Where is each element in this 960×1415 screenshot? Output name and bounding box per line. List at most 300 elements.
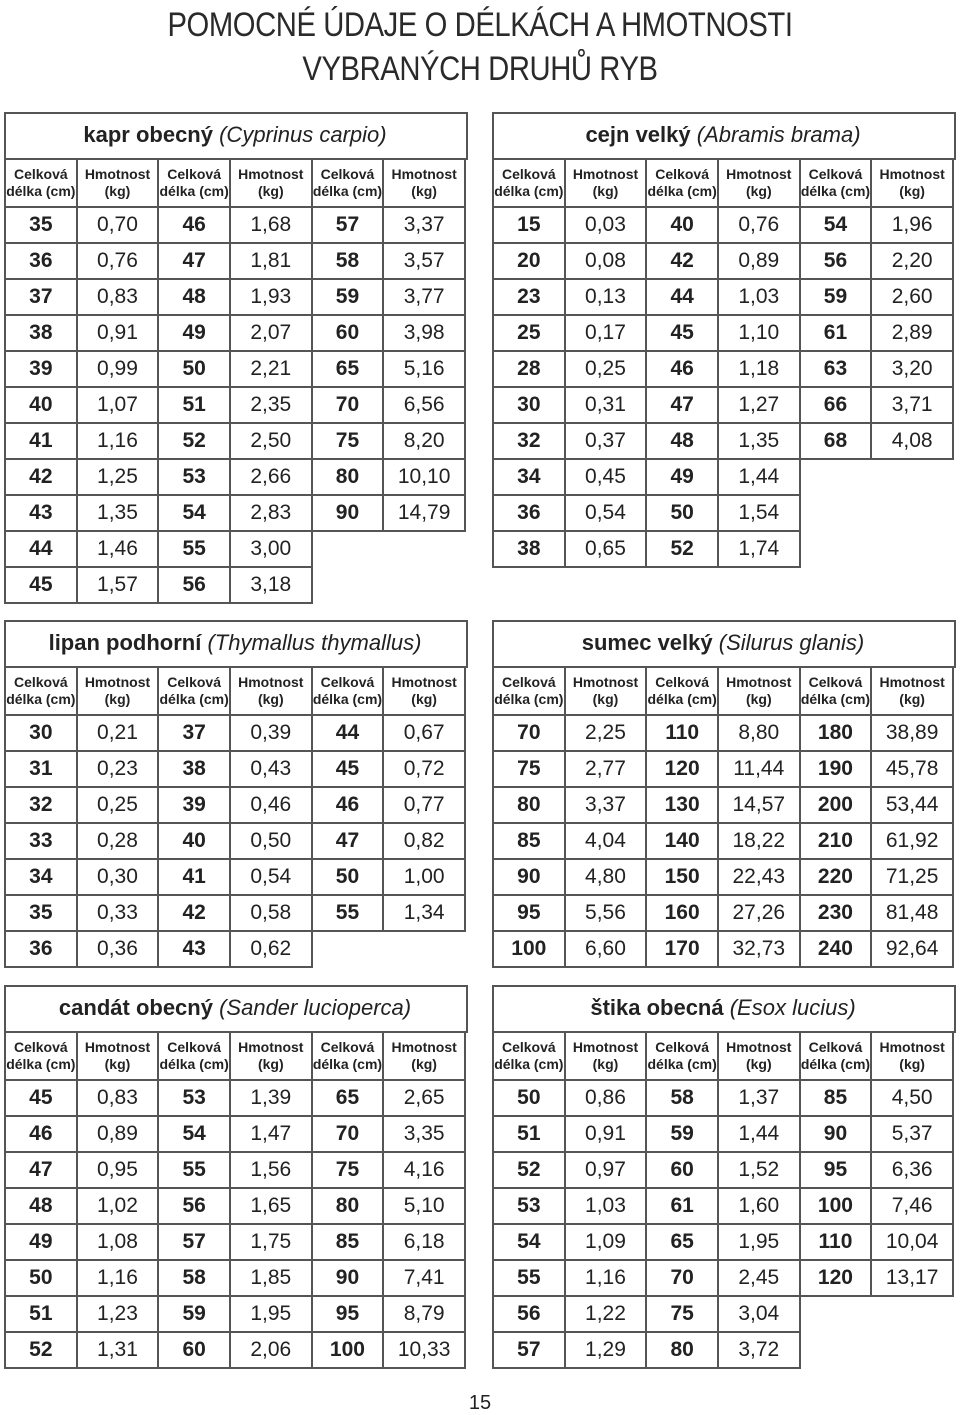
header-line: Hmotnost (879, 674, 945, 690)
length-cell: 58 (646, 1080, 718, 1116)
header-length (493, 159, 565, 207)
table-row (5, 859, 465, 895)
table-row (493, 387, 953, 423)
table-row (5, 1188, 465, 1224)
length-cell: 61 (646, 1188, 718, 1224)
mass-cell: 1,27 (718, 387, 800, 423)
mass-cell: 0,76 (718, 207, 800, 243)
length-cell: 45 (312, 751, 384, 787)
mass-cell: 0,86 (565, 1080, 647, 1116)
length-cell: 55 (312, 895, 384, 931)
mass-cell: 3,72 (718, 1332, 800, 1368)
header-line: Celková (655, 674, 709, 690)
mass-cell: 2,65 (383, 1080, 465, 1116)
header-length (312, 1032, 384, 1080)
length-cell: 140 (646, 823, 718, 859)
header-line: délka (cm) (159, 1056, 229, 1072)
header-line: Celková (320, 1039, 375, 1055)
empty-cell (312, 531, 384, 567)
length-cell: 100 (800, 1188, 872, 1224)
mass-cell: 0,43 (230, 751, 312, 787)
length-cell: 50 (312, 859, 384, 895)
mass-cell: 2,66 (230, 459, 312, 495)
length-cell: 47 (5, 1152, 77, 1188)
length-cell: 59 (646, 1116, 718, 1152)
length-cell: 35 (5, 895, 77, 931)
mass-cell: 1,10 (718, 315, 800, 351)
length-cell: 46 (312, 787, 384, 823)
empty-cell (871, 1296, 953, 1332)
length-cell: 15 (493, 207, 565, 243)
mass-cell: 2,25 (565, 715, 647, 751)
length-cell: 28 (493, 351, 565, 387)
header-length (158, 1032, 230, 1080)
mass-cell: 27,26 (718, 895, 800, 931)
header-line: Celková (808, 674, 863, 690)
title-frame (492, 620, 956, 668)
table-row (493, 895, 953, 931)
mass-cell: 1,65 (230, 1188, 312, 1224)
header-length (158, 667, 230, 715)
mass-cell: 0,31 (565, 387, 647, 423)
length-cell: 90 (312, 1260, 384, 1296)
length-cell: 39 (5, 351, 77, 387)
header-line: Celková (501, 1039, 556, 1055)
mass-cell: 5,10 (383, 1188, 465, 1224)
header-line: (kg) (411, 183, 437, 199)
mass-cell: 1,37 (718, 1080, 800, 1116)
header-line: (kg) (257, 1056, 284, 1072)
length-cell: 36 (5, 243, 77, 279)
header-mass (718, 159, 800, 207)
length-cell: 85 (312, 1224, 384, 1260)
mass-cell: 0,89 (77, 1116, 159, 1152)
mass-cell: 0,13 (565, 279, 647, 315)
table-row (493, 315, 953, 351)
mass-cell: 1,07 (77, 387, 159, 423)
length-cell: 45 (646, 315, 718, 351)
header-line: délka (cm) (494, 183, 564, 199)
length-cell: 75 (312, 1152, 384, 1188)
length-cell: 46 (5, 1116, 77, 1152)
header-line: délka (cm) (647, 1056, 717, 1072)
mass-cell: 1,68 (230, 207, 312, 243)
table-row (493, 1260, 953, 1296)
header-mass (230, 667, 312, 715)
length-cell: 75 (646, 1296, 718, 1332)
length-cell: 37 (158, 715, 230, 751)
header-length (312, 667, 384, 715)
length-cell: 68 (800, 423, 872, 459)
mass-cell: 2,77 (565, 751, 647, 787)
mass-cell: 2,83 (230, 495, 312, 531)
header-line: Celková (501, 674, 556, 690)
length-cell: 70 (493, 715, 565, 751)
mass-cell: 0,33 (77, 895, 159, 931)
length-cell: 70 (646, 1260, 718, 1296)
species-latin-name: (Abramis brama) (696, 122, 861, 147)
length-cell: 38 (5, 315, 77, 351)
mass-cell: 6,60 (565, 931, 647, 967)
length-cell: 32 (493, 423, 565, 459)
header-length (493, 1032, 565, 1080)
length-cell: 44 (646, 279, 718, 315)
data-table (492, 666, 954, 968)
mass-cell: 0,77 (383, 787, 465, 823)
length-cell: 59 (158, 1296, 230, 1332)
length-cell: 45 (5, 567, 77, 603)
mass-cell: 0,08 (565, 243, 647, 279)
species-latin-name: (Silurus glanis) (718, 630, 865, 655)
table-row (5, 531, 465, 567)
mass-cell: 10,04 (871, 1224, 953, 1260)
mass-cell: 0,89 (718, 243, 800, 279)
table-row (493, 279, 953, 315)
species-name: candát obecný (58, 995, 213, 1020)
length-cell: 56 (493, 1296, 565, 1332)
mass-cell: 6,36 (871, 1152, 953, 1188)
length-cell: 59 (312, 279, 384, 315)
data-table (4, 666, 466, 968)
header-mass (383, 159, 465, 207)
header-line: Hmotnost (726, 166, 792, 182)
header-line: Hmotnost (726, 674, 792, 690)
length-cell: 46 (158, 207, 230, 243)
table-row (5, 751, 465, 787)
header-line: (kg) (592, 183, 619, 199)
header-line: délka (cm) (159, 691, 229, 707)
length-cell: 170 (646, 931, 718, 967)
length-cell: 52 (493, 1152, 565, 1188)
empty-cell (383, 531, 465, 567)
length-cell: 50 (5, 1260, 77, 1296)
length-cell: 48 (5, 1188, 77, 1224)
table-row (493, 459, 953, 495)
length-cell: 160 (646, 895, 718, 931)
length-cell: 90 (493, 859, 565, 895)
mass-cell: 6,56 (383, 387, 465, 423)
mass-cell: 1,47 (230, 1116, 312, 1152)
mass-cell: 1,85 (230, 1260, 312, 1296)
length-cell: 57 (493, 1332, 565, 1368)
header-line: Hmotnost (238, 1039, 304, 1055)
table-row (5, 1260, 465, 1296)
mass-cell: 0,83 (77, 279, 159, 315)
length-cell: 43 (5, 495, 77, 531)
table-row (5, 315, 465, 351)
mass-cell: 1,29 (565, 1332, 647, 1368)
table-row (493, 715, 953, 751)
length-cell: 25 (493, 315, 565, 351)
data-table (492, 158, 954, 568)
length-cell: 52 (5, 1332, 77, 1368)
mass-cell: 2,45 (718, 1260, 800, 1296)
mass-cell: 0,67 (383, 715, 465, 751)
header-mass (565, 667, 647, 715)
table-row (5, 1116, 465, 1152)
header-mass (383, 1032, 465, 1080)
mass-cell: 1,44 (718, 1116, 800, 1152)
length-cell: 41 (5, 423, 77, 459)
length-cell: 49 (646, 459, 718, 495)
mass-cell: 1,74 (718, 531, 800, 567)
length-cell: 56 (158, 1188, 230, 1224)
length-cell: 95 (800, 1152, 872, 1188)
length-cell: 190 (800, 751, 872, 787)
length-cell: 32 (5, 787, 77, 823)
empty-cell (800, 459, 872, 495)
length-cell: 49 (5, 1224, 77, 1260)
header-line: Hmotnost (391, 166, 457, 182)
length-cell: 120 (646, 751, 718, 787)
header-length (800, 1032, 872, 1080)
table-row (493, 1296, 953, 1332)
length-cell: 51 (158, 387, 230, 423)
length-cell: 59 (800, 279, 872, 315)
length-cell: 47 (646, 387, 718, 423)
mass-cell: 3,37 (383, 207, 465, 243)
length-cell: 200 (800, 787, 872, 823)
mass-cell: 4,16 (383, 1152, 465, 1188)
species-name: štika obecná (590, 995, 724, 1020)
length-cell: 95 (493, 895, 565, 931)
table-row (5, 207, 465, 243)
length-cell: 47 (158, 243, 230, 279)
length-cell: 230 (800, 895, 872, 931)
length-cell: 60 (158, 1332, 230, 1368)
mass-cell: 0,54 (565, 495, 647, 531)
mass-cell: 0,28 (77, 823, 159, 859)
length-cell: 85 (800, 1080, 872, 1116)
table-row (5, 1224, 465, 1260)
length-cell: 53 (493, 1188, 565, 1224)
mass-cell: 1,08 (77, 1224, 159, 1260)
length-cell: 54 (158, 1116, 230, 1152)
header-line: (kg) (745, 183, 772, 199)
mass-cell: 7,41 (383, 1260, 465, 1296)
length-cell: 180 (800, 715, 872, 751)
mass-cell: 2,50 (230, 423, 312, 459)
length-cell: 110 (800, 1224, 872, 1260)
mass-cell: 14,57 (718, 787, 800, 823)
length-cell: 47 (312, 823, 384, 859)
mass-cell: 32,73 (718, 931, 800, 967)
header-length (312, 159, 384, 207)
table-row (493, 931, 953, 967)
mass-cell: 4,80 (565, 859, 647, 895)
length-cell: 60 (312, 315, 384, 351)
length-cell: 41 (158, 859, 230, 895)
length-cell: 36 (5, 931, 77, 967)
mass-cell: 1,35 (718, 423, 800, 459)
mass-cell: 4,50 (871, 1080, 953, 1116)
mass-cell: 1,75 (230, 1224, 312, 1260)
length-cell: 65 (312, 351, 384, 387)
table-row (493, 787, 953, 823)
table-row (493, 1332, 953, 1368)
page-title-line1: POMOCNÉ ÚDAJE O DÉLKÁCH A HMOTNOSTI (167, 6, 793, 44)
header-line: (kg) (745, 691, 772, 707)
mass-cell: 0,17 (565, 315, 647, 351)
mass-cell: 0,46 (230, 787, 312, 823)
header-line: Celková (808, 166, 863, 182)
length-cell: 55 (493, 1260, 565, 1296)
table-row (5, 1080, 465, 1116)
mass-cell: 0,45 (565, 459, 647, 495)
mass-cell: 1,00 (383, 859, 465, 895)
length-cell: 95 (312, 1296, 384, 1332)
table-row (493, 1080, 953, 1116)
mass-cell: 0,72 (383, 751, 465, 787)
length-cell: 90 (800, 1116, 872, 1152)
header-line: Hmotnost (572, 1039, 639, 1055)
length-cell: 43 (158, 931, 230, 967)
empty-cell (800, 495, 872, 531)
mass-cell: 1,16 (565, 1260, 647, 1296)
header-length (5, 1032, 77, 1080)
mass-cell: 8,80 (718, 715, 800, 751)
page-title-line2: VYBRANÝCH DRUHŮ RYB (302, 50, 658, 88)
mass-cell: 0,62 (230, 931, 312, 967)
mass-cell: 1,54 (718, 495, 800, 531)
table-row (5, 715, 465, 751)
header-line: délka (cm) (312, 183, 383, 199)
table-row (5, 895, 465, 931)
mass-cell: 0,91 (565, 1116, 647, 1152)
header-line: Celková (655, 166, 709, 182)
header-line: Celková (167, 166, 221, 182)
table-row (5, 1332, 465, 1368)
table-row (493, 823, 953, 859)
header-line: Hmotnost (84, 166, 151, 182)
mass-cell: 1,44 (718, 459, 800, 495)
length-cell: 54 (800, 207, 872, 243)
species-name: sumec velký (581, 630, 713, 655)
length-cell: 42 (646, 243, 718, 279)
header-length (5, 667, 77, 715)
header-line: Celková (320, 166, 375, 182)
header-length (646, 159, 718, 207)
header-line: délka (cm) (494, 691, 564, 707)
header-line: délka (cm) (494, 1056, 564, 1072)
table-row (5, 787, 465, 823)
header-line: délka (cm) (6, 691, 76, 707)
length-cell: 20 (493, 243, 565, 279)
header-line: (kg) (257, 691, 284, 707)
table-row (5, 1152, 465, 1188)
header-line: Celková (167, 674, 221, 690)
header-line: Hmotnost (84, 1039, 151, 1055)
length-cell: 52 (646, 531, 718, 567)
header-line: (kg) (104, 691, 131, 707)
mass-cell: 1,93 (230, 279, 312, 315)
table-row (493, 495, 953, 531)
length-cell: 75 (493, 751, 565, 787)
empty-cell (383, 931, 465, 967)
header-line: Hmotnost (572, 166, 639, 182)
header-line: (kg) (745, 1056, 772, 1072)
header-line: (kg) (592, 1056, 619, 1072)
mass-cell: 3,00 (230, 531, 312, 567)
header-line: (kg) (104, 1056, 131, 1072)
header-line: délka (cm) (647, 691, 717, 707)
mass-cell: 53,44 (871, 787, 953, 823)
length-cell: 40 (646, 207, 718, 243)
header-line: Celková (655, 1039, 709, 1055)
length-cell: 58 (312, 243, 384, 279)
table-row (493, 751, 953, 787)
header-line: Hmotnost (391, 1039, 457, 1055)
length-cell: 52 (158, 423, 230, 459)
data-table (492, 1031, 954, 1369)
mass-cell: 6,18 (383, 1224, 465, 1260)
length-cell: 65 (646, 1224, 718, 1260)
length-cell: 38 (493, 531, 565, 567)
length-cell: 42 (158, 895, 230, 931)
data-table (4, 1031, 466, 1369)
mass-cell: 0,82 (383, 823, 465, 859)
length-cell: 150 (646, 859, 718, 895)
length-cell: 210 (800, 823, 872, 859)
empty-cell (800, 531, 872, 567)
length-cell: 220 (800, 859, 872, 895)
header-line: Celková (13, 1039, 68, 1055)
mass-cell: 1,31 (77, 1332, 159, 1368)
length-cell: 23 (493, 279, 565, 315)
length-cell: 50 (646, 495, 718, 531)
length-cell: 54 (493, 1224, 565, 1260)
table-row (5, 823, 465, 859)
length-cell: 40 (5, 387, 77, 423)
header-length (800, 159, 872, 207)
mass-cell: 1,95 (718, 1224, 800, 1260)
table-row (5, 495, 465, 531)
length-cell: 34 (493, 459, 565, 495)
length-cell: 48 (158, 279, 230, 315)
mass-cell: 2,06 (230, 1332, 312, 1368)
mass-cell: 2,21 (230, 351, 312, 387)
length-cell: 44 (5, 531, 77, 567)
header-mass (230, 159, 312, 207)
length-cell: 30 (5, 715, 77, 751)
mass-cell: 3,98 (383, 315, 465, 351)
table-row (5, 351, 465, 387)
header-line: (kg) (592, 691, 619, 707)
mass-cell: 22,43 (718, 859, 800, 895)
header-line: Celková (808, 1039, 863, 1055)
length-cell: 120 (800, 1260, 872, 1296)
table-row (493, 859, 953, 895)
mass-cell: 1,23 (77, 1296, 159, 1332)
table-row (493, 1224, 953, 1260)
table-row (493, 423, 953, 459)
length-cell: 65 (312, 1080, 384, 1116)
length-cell: 85 (493, 823, 565, 859)
header-line: (kg) (899, 1056, 925, 1072)
length-cell: 38 (158, 751, 230, 787)
mass-cell: 0,36 (77, 931, 159, 967)
header-line: Hmotnost (84, 674, 151, 690)
mass-cell: 1,09 (565, 1224, 647, 1260)
mass-cell: 0,50 (230, 823, 312, 859)
length-cell: 70 (312, 1116, 384, 1152)
length-cell: 49 (158, 315, 230, 351)
length-cell: 30 (493, 387, 565, 423)
mass-cell: 2,35 (230, 387, 312, 423)
header-line: (kg) (257, 183, 284, 199)
header-length (5, 159, 77, 207)
mass-cell: 1,34 (383, 895, 465, 931)
